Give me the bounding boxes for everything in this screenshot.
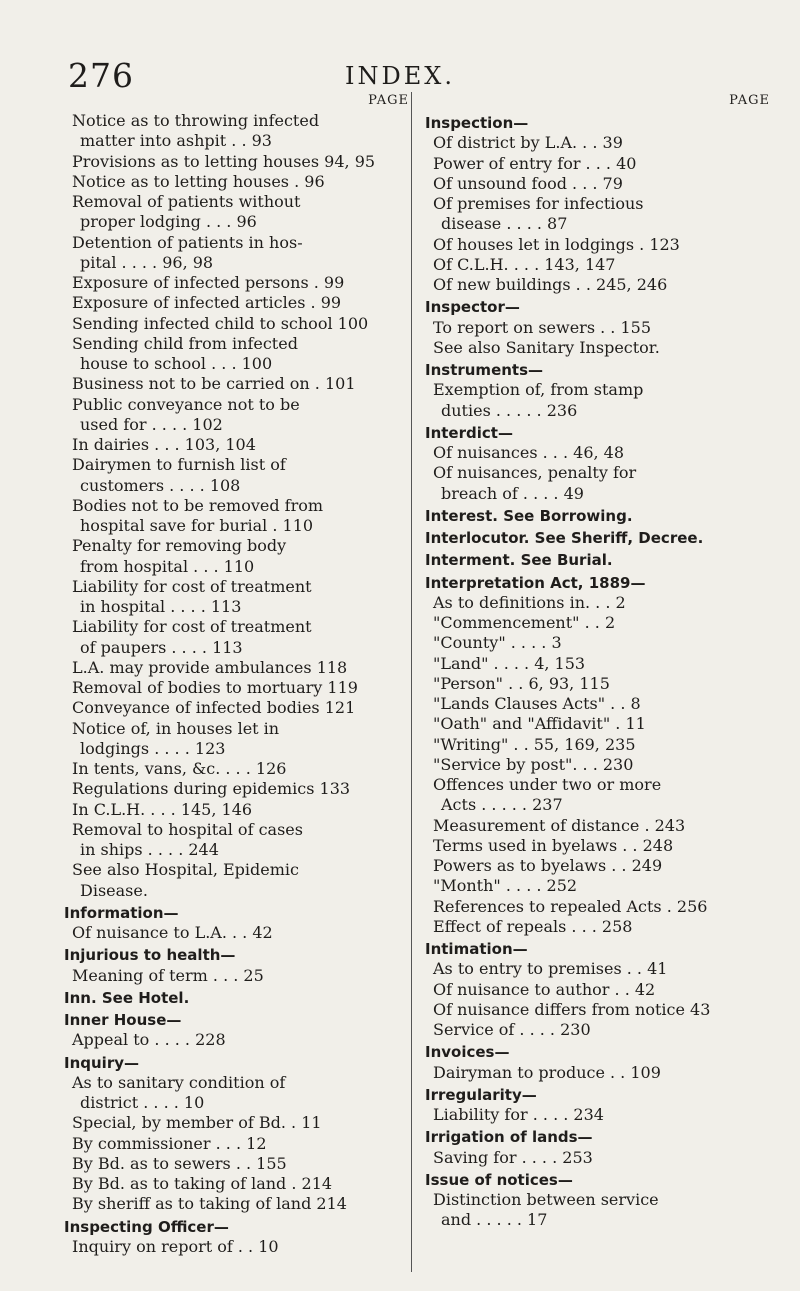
index-entry: "Service by post". . . 230 [433,754,634,774]
index-entry: Of nuisances, penalty for [433,463,637,483]
index-heading: Inspecting Officer— [64,1217,229,1236]
index-entry: References to repealed Acts . 256 [433,896,708,916]
index-entry: As to sanitary condition of [72,1072,286,1092]
index-heading: Inquiry— [64,1053,139,1072]
index-entry: Notice of, in houses let in [72,718,280,738]
index-entry: Terms used in byelaws . . 248 [433,835,674,855]
index-entry: In dairies . . . 103, 104 [72,435,256,454]
index-heading: Interest. See Borrowing. [425,506,633,525]
right-column [425,93,770,1231]
index-entry: of paupers . . . . 113 [80,637,243,657]
index-entry: Distinction between service [433,1190,659,1209]
index-heading: Interdict— [425,423,513,442]
index-entry: Of houses let in lodgings . 123 [433,234,680,254]
index-entry: See also Sanitary Inspector. [433,337,660,357]
index-entry: Power of entry for . . . 40 [433,153,637,173]
index-entry: Removal of patients without [72,192,301,211]
index-entry: By Bd. as to taking of land . 214 [72,1174,333,1193]
right-index-lines [425,113,770,1231]
left-index-lines [64,111,409,1257]
index-entry: Measurement of distance . 243 [433,815,686,835]
index-heading: Issue of notices— [425,1170,573,1189]
index-entry: Bodies not to be removed from [72,495,324,515]
index-entry: Regulations during epidemics 133 [72,779,351,799]
index-entry: Of district by L.A. . . 39 [433,133,623,153]
index-entry: used for . . . . 102 [80,414,223,434]
index-entry: "Person" . . 6, 93, 115 [433,673,610,693]
index-entry: breach of . . . . 49 [441,483,584,503]
index-heading: Interpretation Act, 1889— [425,573,646,592]
index-heading: Irrigation of lands— [425,1128,593,1147]
index-entry: matter into ashpit . . 93 [80,131,272,151]
index-entry: L.A. may provide ambulances 118 [72,657,348,677]
index-entry: Of premises for infectious [433,194,644,213]
column-divider [411,92,412,1272]
index-entry: To report on sewers . . 155 [433,317,651,337]
index-entry: Meaning of term . . . 25 [72,965,264,985]
index-entry: Removal of bodies to mortuary 119 [72,678,358,697]
index-heading: Injurious to health— [64,946,236,965]
index-entry: Exposure of infected persons . 99 [72,273,345,292]
index-entry: Offences under two or more [433,775,662,794]
index-entry: "Lands Clauses Acts" . . 8 [433,694,641,713]
index-entry: In tents, vans, &c. . . . 126 [72,759,287,778]
index-entry: Dairyman to produce . . 109 [433,1062,661,1082]
index-entry: "Month" . . . . 252 [433,876,578,896]
index-heading: Inner House— [64,1011,182,1029]
index-heading: Instruments— [425,361,544,379]
index-entry: Special, by member of Bd. . 11 [72,1113,322,1133]
index-entry: Of nuisances . . . 46, 48 [433,443,625,462]
index-entry: "Writing" . . 55, 169, 235 [433,734,636,754]
index-entry: Of C.L.H. . . . 143, 147 [433,254,616,274]
index-entry: Notice as to letting houses . 96 [72,171,325,191]
index-entry: Exposure of infected articles . 99 [72,293,342,313]
index-entry: in ships . . . . 244 [80,840,219,859]
index-entry: By sheriff as to taking of land 214 [72,1194,347,1214]
index-entry: Notice as to throwing infected [72,111,320,130]
index-entry: district . . . . 10 [80,1093,205,1112]
index-entry: "Commencement" . . 2 [433,613,616,632]
index-entry: Detention of patients in hos- [72,232,303,252]
index-entry: Liability for . . . . 234 [433,1105,604,1124]
index-entry: In C.L.H. . . . 145, 146 [72,799,253,819]
index-heading: Inspector— [425,298,520,317]
index-entry: lodgings . . . . 123 [80,738,226,758]
index-heading: Inn. See Hotel. [64,988,190,1007]
index-entry: Provisions as to letting houses 94, 95 [72,151,376,171]
index-entry: Removal to hospital of cases [72,819,303,839]
index-heading: Irregularity— [425,1085,537,1104]
index-entry: Of nuisance differs from notice 43 [433,999,711,1019]
index-entry: in hospital . . . . 113 [80,597,242,616]
index-entry: and . . . . . 17 [441,1210,548,1230]
index-entry: Conveyance of infected bodies 121 [72,698,356,718]
index-entry: "Oath" and "Affidavit" . 11 [433,714,646,734]
index-entry: Saving for . . . . 253 [433,1147,593,1167]
index-entry: Service of . . . . 230 [433,1020,591,1039]
index-entry: Of nuisance to L.A. . . 42 [72,923,273,942]
left-column [64,93,409,1257]
left-page-header: PAGE [368,93,409,108]
index-entry: proper lodging . . . 96 [80,212,257,232]
index-entry: Dairymen to furnish list of [72,455,286,475]
index-entry: Sending child from infected [72,333,298,353]
index-entry: Of unsound food . . . 79 [433,173,623,193]
right-page-header: PAGE [729,93,770,108]
index-entry: Powers as to byelaws . . 249 [433,856,663,875]
running-head: INDEX. [345,62,455,90]
index-entry: from hospital . . . 110 [80,556,255,576]
index-entry: As to definitions in. . . 2 [433,592,626,612]
index-entry: Liability for cost of treatment [72,617,312,637]
index-entry: By commissioner . . . 12 [72,1133,267,1153]
page-number: 276 [68,56,134,95]
index-entry: Acts . . . . . 237 [441,795,563,815]
index-entry: "County" . . . . 3 [433,633,562,653]
index-heading: Information— [64,903,179,922]
index-entry: Exemption of, from stamp [433,380,644,400]
index-entry: See also Hospital, Epidemic [72,860,299,880]
index-entry: duties . . . . . 236 [441,400,578,420]
index-entry: Of nuisance to author . . 42 [433,979,656,999]
index-entry: Penalty for removing body [72,536,287,556]
index-entry: Inquiry on report of . . 10 [72,1236,279,1256]
index-entry: Public conveyance not to be [72,394,300,414]
index-entry: Of new buildings . . 245, 246 [433,275,668,294]
index-entry: Sending infected child to school 100 [72,313,369,333]
index-entry: Liability for cost of treatment [72,576,312,596]
index-entry: Effect of repeals . . . 258 [433,916,633,936]
index-entry: As to entry to premises . . 41 [433,959,668,979]
index-entry: pital . . . . 96, 98 [80,252,214,272]
index-heading: Intimation— [425,940,528,958]
index-heading: Interment. See Burial. [425,551,613,570]
index-entry: Disease. [80,880,148,900]
index-entry: hospital save for burial . 110 [80,516,314,535]
index-entry: Appeal to . . . . 228 [72,1030,226,1050]
index-heading: Inspection— [425,114,529,132]
index-entry: customers . . . . 108 [80,475,241,495]
index-entry: "Land" . . . . 4, 153 [433,653,586,673]
index-entry: disease . . . . 87 [441,214,568,234]
index-entry: Business not to be carried on . 101 [72,374,356,394]
index-entry: house to school . . . 100 [80,354,273,373]
index-heading: Invoices— [425,1043,510,1062]
index-entry: By Bd. as to sewers . . 155 [72,1153,287,1173]
index-heading: Interlocutor. See Sheriff, Decree. [425,529,704,547]
